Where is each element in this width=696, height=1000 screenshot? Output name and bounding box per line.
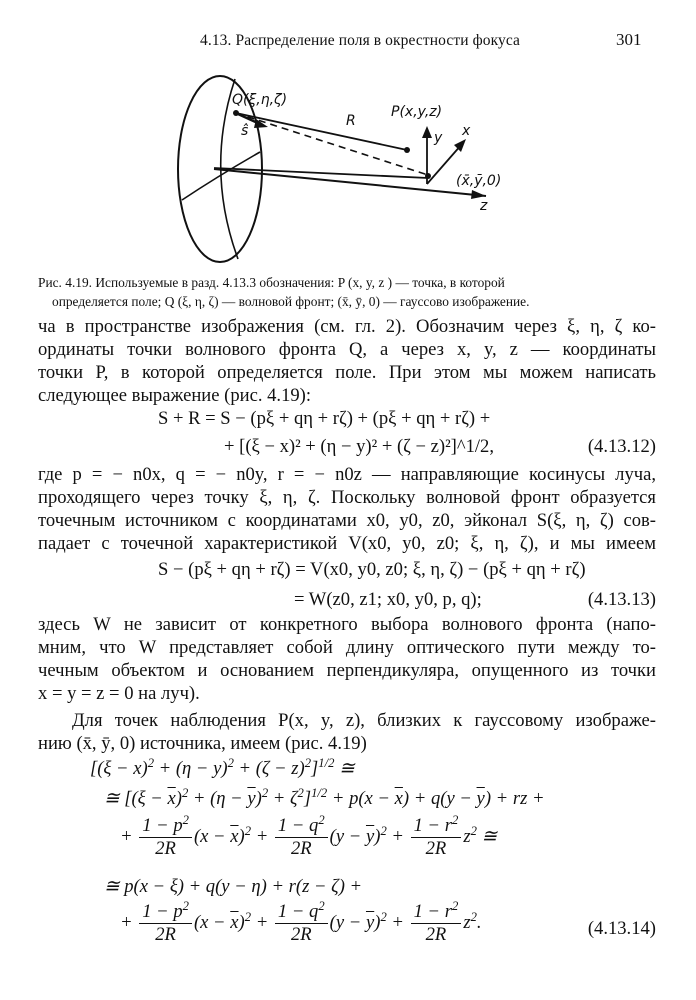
point-gauss — [425, 173, 431, 179]
text-line: ординаты точки волнового фронта Q, а через x, y, z — координаты — [38, 339, 656, 360]
eq-4-13-13-line-1: S − (pξ + qη + rζ) = V(x0, y0, z0; ξ, η, ζ) − (pξ + qη + rζ) — [158, 559, 586, 580]
text-line: проходящего через точку ξ, η, ζ. Поскольку волновой фронт образуется — [38, 487, 656, 508]
text-line: следующее выражение (рис. 4.19): — [38, 385, 312, 406]
eq-number-4-13-12: (4.13.12) — [587, 436, 656, 457]
running-head: 4.13. Распределение поля в окрестности фокуса — [200, 32, 520, 49]
eq-4-13-14-line-4: ≅ p(x − ξ) + q(y − η) + r(z − ζ) + — [104, 876, 363, 897]
eq-4-13-14-line-5: + $\frac{1 - p^2}{2R}$ $(x - \overline{x})^2$ + $\frac{1 - q^2}{2R}$ $(y - \overline{y})^2$ + $\frac{1 - r^2}{2R}$ $z^2$. — [120, 898, 482, 945]
label-s-hat: ŝ — [241, 123, 249, 139]
eq-number-4-13-14: (4.13.14) — [587, 918, 656, 939]
text-line: здесь W не зависит от конкретного выбора волнового фронта (напо- — [38, 614, 656, 635]
label-R: R — [346, 113, 356, 129]
eq-4-13-14-line-3: + $\frac{1 - p^2}{2R}$ $(x - \overline{x})^2$ + $\frac{1 - q^2}{2R}$ $(y - \overline{y})^2$ + $\frac{1 - r^2}{2R}$ $z^2$ ≅ — [120, 812, 498, 859]
eq-4-13-12-line-2: + [(ξ − x)² + (η − y)² + (ζ − z)²]^1/2, — [224, 436, 494, 457]
eq-4-13-12-line-1: S + R = S − (pξ + qη + rζ) + (pξ + qη + rζ) + — [158, 408, 491, 429]
text-line: Для точек наблюдения P(x, y, z), близких к гауссовому изображе- — [72, 710, 656, 731]
page-header — [0, 30, 696, 54]
text-line: падает с точечной характеристикой V(x0, y0, z0; ξ, η, ζ), и мы имеем — [38, 533, 656, 554]
text-line: ча в пространстве изображения (см. гл. 2). Обозначим через ξ, η, ζ ко- — [38, 316, 656, 337]
text-line: нию (x̄, ȳ, 0) источника, имеем (рис. 4.19) — [38, 733, 367, 754]
text-line: где p = − n0x, q = − n0y, r = − n0z — направляющие косинусы луча, — [38, 464, 656, 485]
eq-4-13-13-line-2: = W(z0, z1; x0, y0, p, q); — [294, 589, 482, 610]
eq-4-13-14-line-1: $[(\xi - x)^2 + (\eta - y)^2 + (\zeta - z)^2]^{1/2}$ ≅ — [90, 755, 355, 779]
z-axis — [214, 169, 486, 196]
text-line: точечным источником с координатами x0, y0, z0, эйконал S(ξ, η, ζ) сов- — [38, 510, 656, 531]
text-line: мним, что W представляет собой длину оптического пути между то- — [38, 637, 656, 658]
caption-line-1: Рис. 4.19. Используемые в разд. 4.13.3 обозначения: P (x, y, z ) — точка, в которой — [38, 275, 505, 290]
point-P — [404, 147, 410, 153]
label-P: P(x,y,z) — [391, 104, 443, 120]
page-number: 301 — [616, 30, 642, 49]
figure-caption — [38, 273, 658, 311]
figure-4-19 — [150, 58, 550, 276]
text-line: точки P, в которой определяется поле. При этом мы можем написать — [38, 362, 656, 383]
y-arrowhead — [422, 126, 432, 138]
label-y: y — [434, 130, 443, 146]
point-Q — [233, 110, 239, 116]
label-gauss: (x̄,ȳ,0) — [456, 173, 502, 189]
eq-number-4-13-13: (4.13.13) — [587, 589, 656, 610]
dashed-line-Q-to-gauss — [236, 113, 428, 175]
label-Q: Q(ξ,η,ζ) — [232, 92, 288, 108]
text-line: x = y = z = 0 на луч). — [38, 683, 200, 704]
ray-Q-to-P — [236, 113, 407, 150]
text-line: чечным объектом и основанием перпендикуляра, опущенного из точки — [38, 660, 656, 681]
label-z: z — [480, 198, 488, 214]
caption-line-2: определяется поле; Q (ξ, η, ζ) — волновой фронт; (x̄, ȳ, 0) — гауссово изображение. — [52, 294, 530, 309]
label-x: x — [462, 123, 471, 139]
eq-4-13-14-line-2: ≅ $[(\xi - \overline{x})^2 + (\eta - \overline{y})^2 + \zeta^2]^{1/2} + p(x - \overline{x}) + q(y - \overline{y})$ + rz + — [104, 785, 545, 809]
